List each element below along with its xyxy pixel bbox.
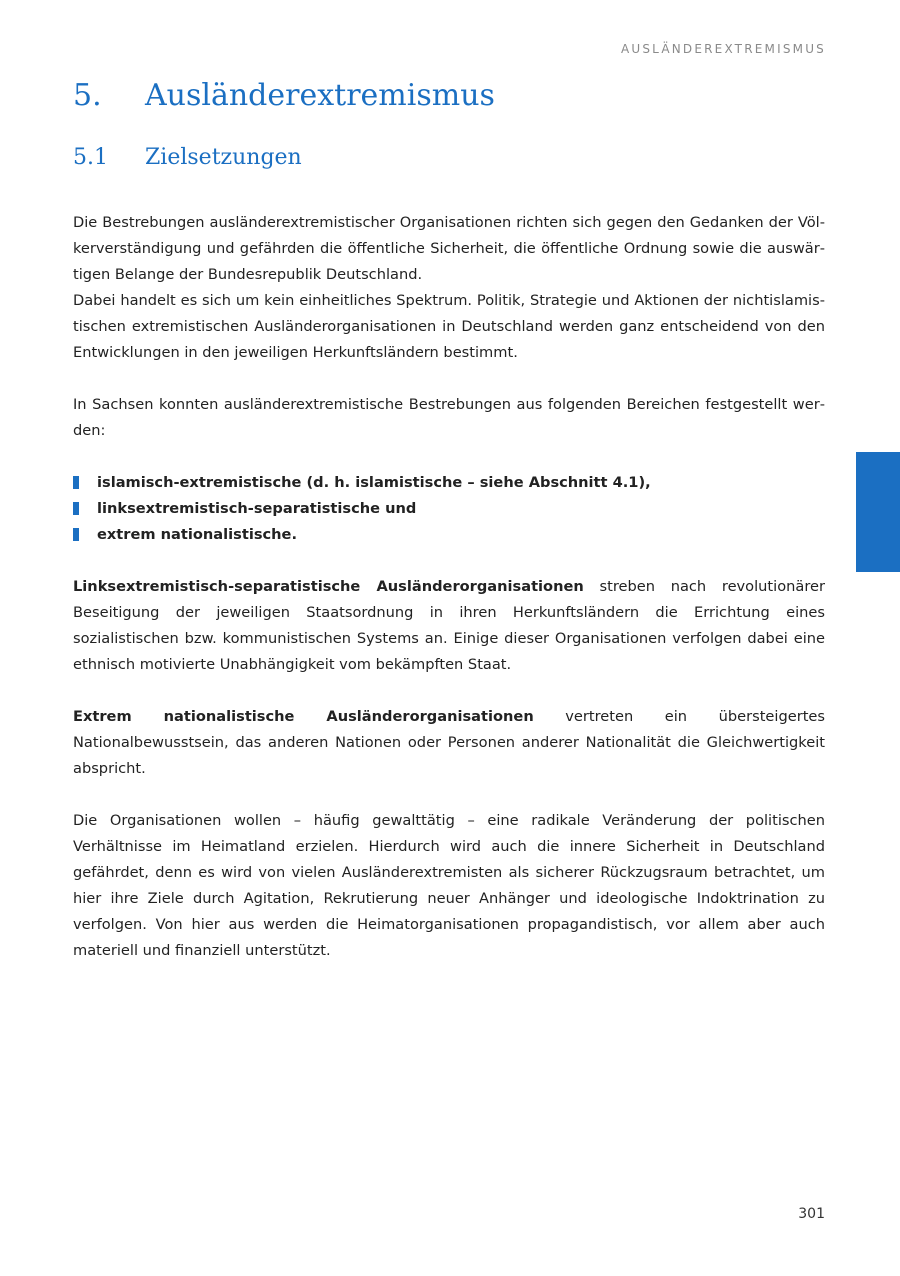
category-list: [73, 470, 825, 548]
section-title: [73, 145, 302, 170]
section-title-text: Zielsetzungen: [145, 145, 302, 170]
term-left-separatist: Linksextremistisch-separatistische Ausländerorganisationen: [73, 578, 584, 595]
paragraph-saxony: In Sachsen konnten ausländerextremistische Bestrebungen aus folgenden Bereichen festgestellt werden:: [73, 396, 825, 439]
bullet-marker-icon: [73, 528, 79, 541]
list-item: extrem nationalistische.: [73, 522, 825, 548]
list-item: linksextremistisch-separatistische und: [73, 496, 825, 522]
chapter-title: [73, 78, 495, 113]
chapter-side-tab: [856, 452, 900, 572]
body-content: [73, 210, 825, 964]
chapter-title-text: Ausländerextremismus: [145, 78, 495, 113]
paragraph-intro: Die Bestrebungen ausländerextremistischer Organisationen richten sich gegen den Gedanken der Völkerverständigung und gefährden die öffentliche Sicherheit, die öffentliche Ordnung sowie die auswärtigen Belange der Bundesrepublik Deutschland.: [73, 214, 825, 283]
list-item: islamisch-extremistische (d. h. islamistische – siehe Abschnitt 4.1),: [73, 470, 825, 496]
bullet-marker-icon: [73, 502, 79, 515]
term-nationalist: Extrem nationalistische Ausländerorganisationen: [73, 708, 534, 725]
paragraph-left-separatist: Linksextremistisch-separatistische Ausländerorganisationen streben nach revolutionärer Beseitigung der jeweiligen Staatsordnung in ihren Herkunftsländern die Errichtung eines sozialistischen bzw. kommunistischen Systems an. Einige dieser Organisationen verfolgen dabei eine ethnisch motivierte Unabhängigkeit vom bekämpften Staat.: [73, 578, 825, 673]
page-number: 301: [798, 1206, 825, 1222]
chapter-number: 5.: [73, 78, 102, 113]
bullet-marker-icon: [73, 476, 79, 489]
paragraph-nationalist: Extrem nationalistische Ausländerorganisationen vertreten ein übersteigertes Nationalbewusstsein, das anderen Nationen oder Personen anderer Nationalität die Gleichwertigkeit abspricht.: [73, 708, 826, 777]
paragraph-goals: Die Organisationen wollen – häufig gewalttätig – eine radikale Veränderung der politischen Verhältnisse im Heimatland erzielen. Hierdurch wird auch die innere Sicherheit in Deutschland gefährdet, denn es wird von vielen Ausländerextremisten als sicherer Rückzugsraum betrachtet, um hier ihre Ziele durch Agitation, Rekrutierung neuer Anhänger und ideologische Indoktrination zu verfolgen. Von hier aus werden die Heimatorganisationen propagandistisch, vor allem aber auch materiell und finanziell unterstützt.: [73, 812, 825, 959]
paragraph-spectrum: Dabei handelt es sich um kein einheitliches Spektrum. Politik, Strategie und Aktionen der nichtislamistischen extremistischen Ausländerorganisationen in Deutschland werden ganz entscheidend von den Entwicklungen in den jeweiligen Herkunftsländern bestimmt.: [73, 292, 825, 361]
running-header: AUSLÄNDEREXTREMISMUS: [620, 42, 826, 56]
section-number: 5.1: [73, 145, 108, 170]
